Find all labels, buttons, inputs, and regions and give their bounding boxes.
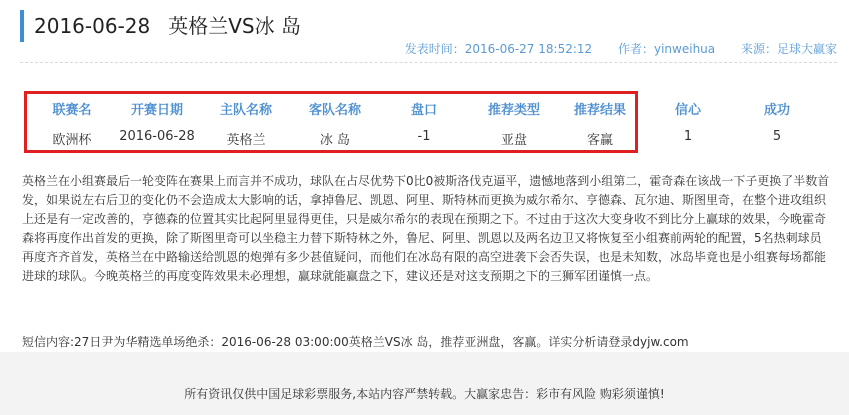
header-confidence: 信心	[674, 103, 702, 118]
cell-rec-type: 亚盘	[500, 133, 528, 148]
divider	[20, 62, 837, 63]
footer-disclaimer: 所有资讯仅供中国足球彩票服务,本站内容严禁转载。大赢家忠告：彩市有风险 购彩须谨慎!	[184, 387, 665, 401]
author-label: 作者：	[617, 42, 654, 56]
article-body: 英格兰在小组赛最后一轮变阵在赛果上而言并不成功，球队在占尽优势下0比0被斯洛伐克逼平，遗憾地落到小组第二，霍奇森在该战一下子更换了半数首发，如果说左右后卫的变化仍不会造成太大影响的话，拿掉鲁尼、凯恩、阿里、斯特林而更换为威尔希尔、亨德森、瓦尔迪、斯图里奇，在整个进攻组织上还是有一定改善的，亨德森的位置其实比起阿里显得更佳，只是威尔希尔的表现在预期之下。不过由于这次大变身收不到比分上赢球的效果，今晚霍奇森将再度作出首发的更换，除了斯图里奇可以坐稳主力替下斯特林之外，鲁尼、阿里、凯恩以及两名边卫又将恢复至小组赛前两轮的配置，5名热刺球员再度齐齐首发，英格兰在中路输送给凯恩的炮弹有多少甚值疑问，而他们在冰岛有限的高空进袭下会否失误，也是未知数，冰岛毕竟也是小组赛每场都能进球的球队。今晚英格兰的再度变阵效果未必理想，赢球就能赢盘之下，建议还是对这支预期之下的三狮军团谨慎一点。	[22, 174, 830, 283]
publish-time-label: 发表时间：	[404, 42, 465, 56]
source-label: 来源：	[740, 42, 777, 56]
header-league: 联赛名	[52, 103, 92, 118]
cell-success: 5	[772, 129, 782, 144]
header-rec-result: 推荐结果	[573, 103, 627, 118]
publish-time: 2016-06-27 18:52:12	[464, 42, 593, 56]
cell-away-team: 冰 岛	[319, 133, 351, 148]
cell-start-date: 2016-06-28	[119, 129, 195, 144]
cell-rec-result: 客赢	[586, 133, 614, 148]
header-away-team: 客队名称	[308, 103, 362, 118]
author-name: yinweihua	[654, 42, 716, 56]
sms-content: 短信内容:27日尹为华精选单场绝杀：2016-06-28 03:00:00英格兰VS冰 岛，推荐亚洲盘，客赢。详实分析请登录dyjw.com	[22, 335, 689, 349]
header-success: 成功	[763, 103, 791, 118]
header-handicap: 盘口	[410, 103, 438, 118]
match-name-title: 英格兰VS冰 岛	[168, 14, 301, 38]
match-date-title: 2016-06-28	[34, 14, 151, 38]
cell-league: 欧洲杯	[52, 133, 92, 148]
source-link[interactable]: 足球大赢家	[776, 42, 837, 56]
cell-home-team: 英格兰	[226, 133, 266, 148]
highlight-box	[24, 91, 638, 153]
cell-handicap: -1	[417, 129, 431, 144]
header-home-team: 主队名称	[219, 103, 273, 118]
page-title	[20, 10, 301, 42]
header-start-date: 开赛日期	[130, 103, 184, 118]
cell-confidence: 1	[683, 129, 693, 144]
header-rec-type: 推荐类型	[487, 103, 541, 118]
article-meta	[399, 40, 837, 57]
page-footer	[0, 352, 849, 415]
